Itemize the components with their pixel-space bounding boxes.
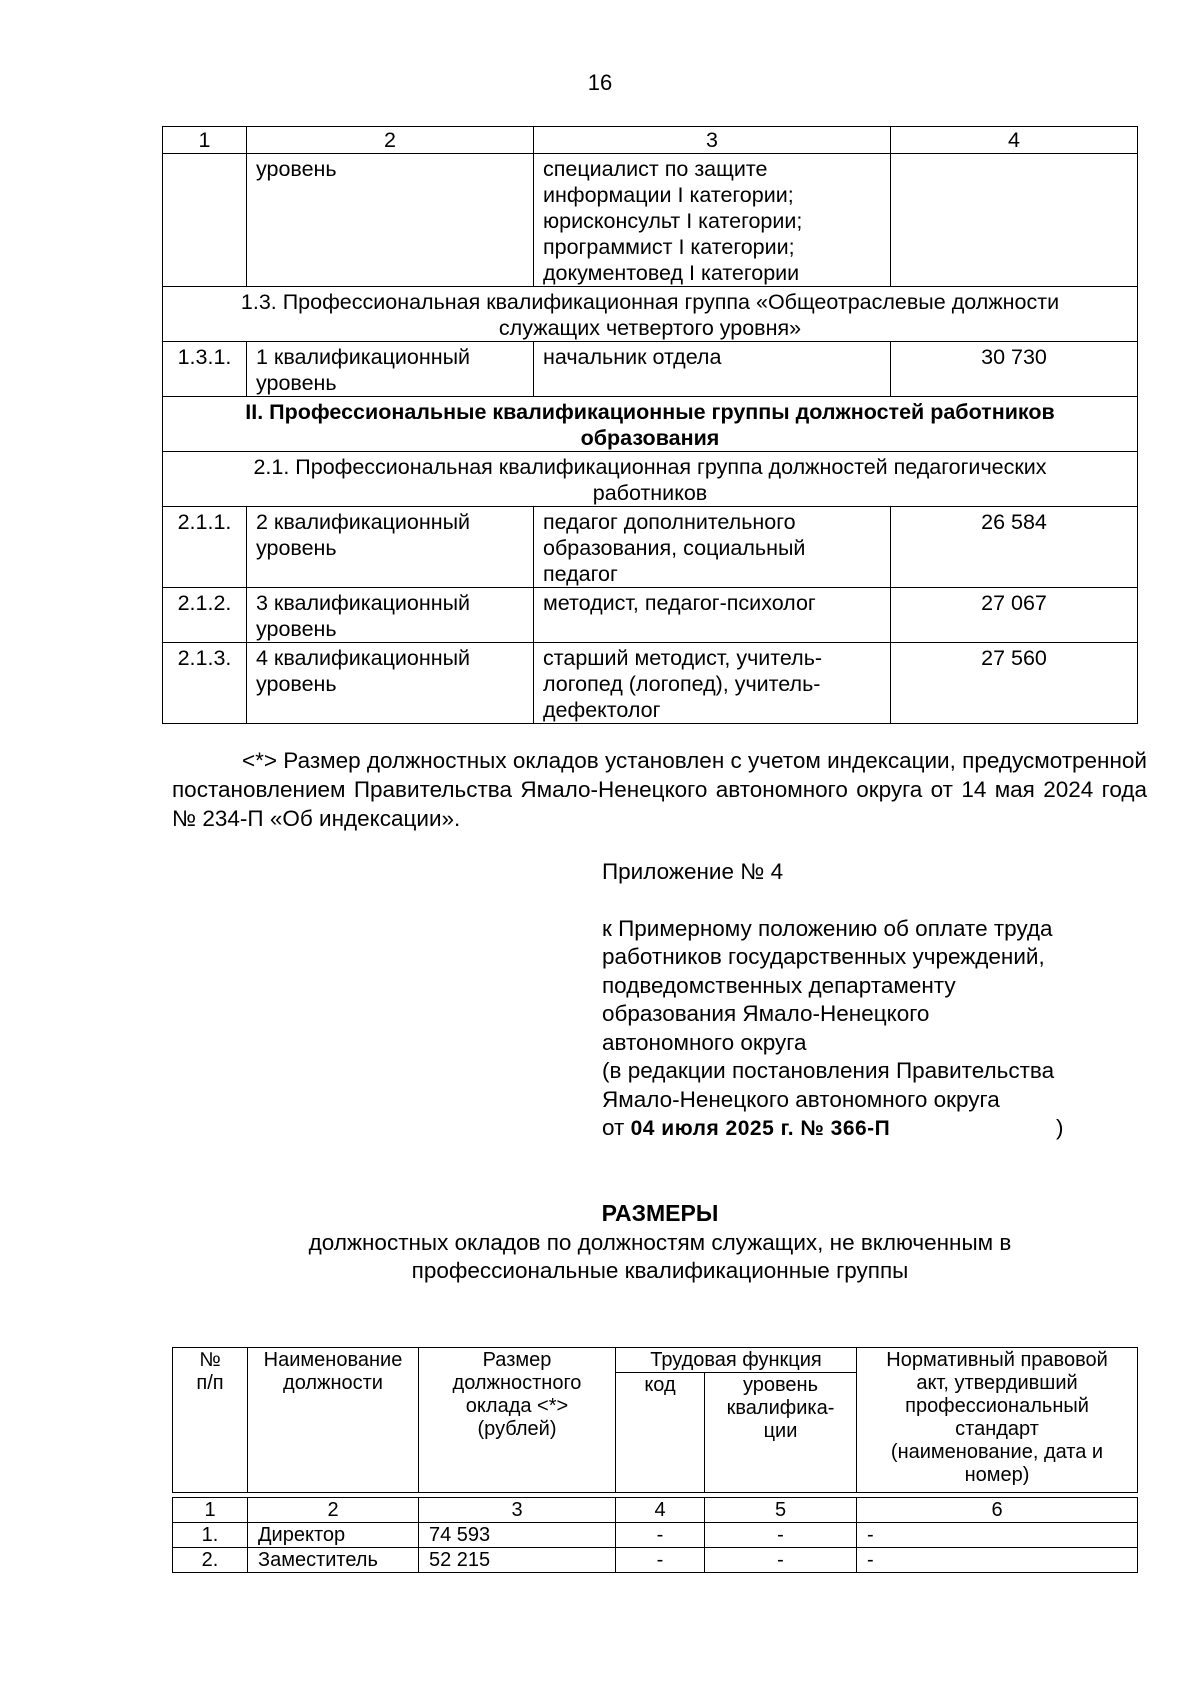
appendix-date-line [602,1114,1162,1144]
appendix-line: (в редакции постановления Правительства [602,1058,1055,1083]
qualification-level-cell [247,154,534,287]
appendix-line: подведомственных департаменту [602,972,956,998]
header-line: ции [763,1420,798,1442]
salary-table [172,1347,1138,1573]
section-heading-line: 2.1. Профессиональная квалификационная группа должностей педагогических [253,455,1047,479]
column-number: 6 [857,1498,1138,1523]
positions-table-continued [162,126,1138,724]
section-heading-line: образования [580,426,720,450]
header-cell-labor-function: Трудовая функция [616,1348,857,1373]
qualification-level-line: 2 квалификационный [256,510,471,534]
qualification-level-line: 1 квалификационный [256,345,471,369]
header-line: (наименование, дата и [890,1441,1104,1463]
header-line: п/п [196,1372,224,1394]
qualification-level-line: 4 квалификационный [256,646,471,670]
header-cell-legal-act [857,1348,1138,1493]
appendix-line: к Примерному положению об оплате труда [602,915,1053,941]
section-heading-line: II. Профессиональные квалификационные группы должностей работников [245,400,1055,424]
position-line: старший методист, учитель- [543,646,823,670]
legal-act: - [857,1548,1138,1573]
appendix-line: Ямало-Ненецкого автономного округа [602,1086,1000,1112]
appendix-line: работников государственных учреждений, [602,944,1045,969]
salary-cell [891,154,1138,287]
qualification-level-cell [247,588,534,643]
table-row [173,1548,1138,1573]
header-cell-number [173,1348,248,1493]
header-line: Размер [482,1349,552,1371]
section-heading-line: работников [592,481,708,505]
appendix-date-suffix: ) [1056,1115,1064,1140]
section-heading [163,452,1138,507]
positions-cell [534,342,891,397]
appendix-block [602,858,1162,1144]
column-number: 1 [163,127,247,154]
column-numbers-row [173,1498,1138,1523]
header-cell-level [705,1373,857,1493]
column-number: 1 [173,1498,248,1523]
section-heading [163,287,1138,342]
appendix-line: автономного округа [602,1029,807,1055]
subtitle-line: профессиональные квалификационные группы [411,1258,909,1283]
section-row [163,287,1138,342]
header-line: Нормативный правовой [886,1349,1108,1371]
position-line: документовед I категории [543,261,800,285]
salary: 52 215 [419,1548,616,1573]
qualification-level-line: уровень [256,371,337,395]
position-line: начальник отдела [543,345,722,369]
column-number: 4 [891,127,1138,154]
header-line: квалифика- [726,1397,835,1419]
salary: 74 593 [419,1523,616,1548]
spacer [602,887,1162,915]
header-line: стандарт [955,1418,1039,1440]
qualification-level-line: 3 квалификационный [256,591,471,615]
code: - [616,1548,705,1573]
position-line: программист I категории; [543,235,795,259]
position-line: образования, социальный [543,536,806,560]
salary: 27 067 [891,588,1138,643]
document-title: РАЗМЕРЫ [601,1200,719,1226]
header-line: номер) [964,1464,1030,1486]
row-number-cell [163,154,247,287]
position-line: дефектолог [543,698,661,722]
position-name: Директор [248,1523,419,1548]
column-number: 3 [419,1498,616,1523]
position-line: педагог дополнительного [543,510,796,534]
position-line: юрисконсульт I категории; [543,209,803,233]
appendix-title: Приложение № 4 [602,859,784,884]
header-line: оклада <*> [465,1395,569,1417]
position-line: специалист по защите [543,157,768,181]
qualification-level: уровень [256,157,337,181]
qualification-level-line: уровень [256,536,337,560]
positions-cell [534,588,891,643]
row-number: 2.1.3. [163,643,247,724]
qualification-level-line: уровень [256,617,337,641]
row-number: 2. [173,1548,248,1573]
qualification-level: - [705,1548,857,1573]
position-line: педагог [543,562,618,586]
table-row [173,1523,1138,1548]
qualification-level-cell [247,643,534,724]
position-line: логопед (логопед), учитель- [543,672,821,696]
column-number: 2 [247,127,534,154]
position-line: методист, педагог-психолог [543,591,816,615]
column-number: 5 [705,1498,857,1523]
section-row [163,452,1138,507]
section-heading-line: 1.3. Профессиональная квалификационная группа «Общеотраслевые должности [240,290,1060,314]
qualification-level: - [705,1523,857,1548]
table-row [163,507,1138,588]
subtitle-line: должностных окладов по должностям служащих, не включенным в [308,1230,1012,1255]
positions-cell [534,154,891,287]
section-heading-line: служащих четвертого уровня» [498,316,802,340]
appendix-date: 04 июля 2025 г. № 366-П [630,1117,891,1140]
table-header-row [163,127,1138,154]
row-number: 1.3.1. [163,342,247,397]
header-line: должностного [452,1372,582,1394]
position-line: информации I категории; [543,183,794,207]
footnote: <*> Размер должностных окладов установлен с учетом индексации, предусмотренной постановлением Правительства Ямало-Ненецкого автономного округа от 14 мая 2024 года № 234-П «Об индексации». [172,748,1147,831]
qualification-level-cell [247,507,534,588]
header-line: уровень [743,1374,819,1396]
document-subtitle [220,1229,1100,1285]
column-number: 2 [248,1498,419,1523]
header-cell-position [248,1348,419,1493]
table-row [163,342,1138,397]
table-row [163,588,1138,643]
qualification-level-line: уровень [256,672,337,696]
salary: 30 730 [891,342,1138,397]
positions-cell [534,643,891,724]
section-heading-bold [163,397,1138,452]
row-number: 1. [173,1523,248,1548]
header-line: должности [283,1372,383,1394]
legal-act: - [857,1523,1138,1548]
header-cell-salary [419,1348,616,1493]
column-number: 4 [616,1498,705,1523]
appendix-line: образования Ямало-Ненецкого [602,1001,930,1026]
row-number: 2.1.2. [163,588,247,643]
header-line: акт, утвердивший [916,1372,1078,1394]
header-line: № [199,1349,221,1371]
column-number: 3 [534,127,891,154]
table-row [163,643,1138,724]
positions-cell [534,507,891,588]
section-row [163,397,1138,452]
header-line: профессиональный [905,1395,1089,1417]
header-cell-code: код [616,1373,705,1493]
qualification-level-cell [247,342,534,397]
table-header-row [173,1348,1138,1373]
table-row [163,154,1138,287]
position-name: Заместитель [248,1548,419,1573]
page-number: 16 [587,70,613,95]
salary: 26 584 [891,507,1138,588]
salary: 27 560 [891,643,1138,724]
appendix-date-prefix: от [602,1115,625,1140]
code: - [616,1523,705,1548]
header-line: Наименование [263,1349,403,1371]
row-number: 2.1.1. [163,507,247,588]
header-line: (рублей) [477,1418,557,1440]
